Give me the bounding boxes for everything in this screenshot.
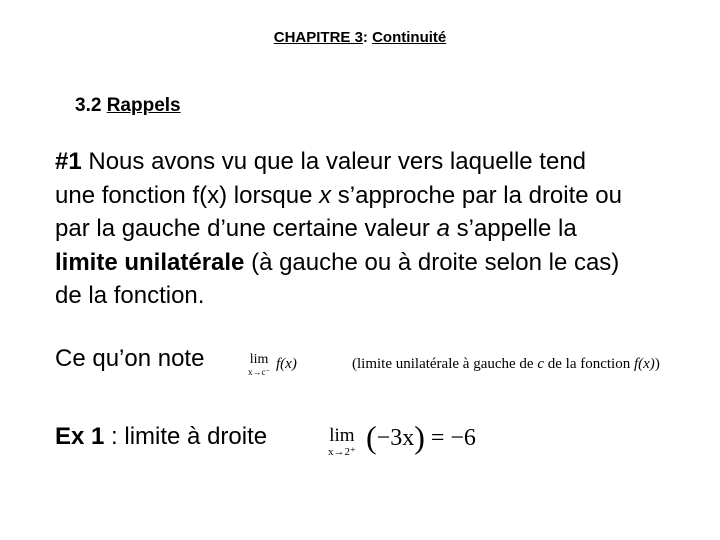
para-text-5: de la fonction. [55, 282, 205, 309]
para-text-2: une fonction f(x) lorsque [55, 181, 320, 209]
var-a: a [436, 215, 450, 242]
para-text-4: (à gauche ou à droite selon le cas) [244, 248, 620, 276]
bold-term: limite unilatérale [55, 248, 245, 276]
para-line-5 [55, 279, 720, 313]
chapter-topic: Continuité [372, 29, 447, 46]
lim-subscript: x→c⁻ [248, 367, 271, 377]
limit-result: = −6 [424, 425, 476, 451]
desc-var-c: c [537, 356, 544, 372]
para-text-2b: s’approche par la droite ou [331, 181, 622, 209]
desc-text-1: (limite unilatérale à gauche de [352, 356, 538, 372]
lim-subscript-2: x→2⁺ [328, 446, 356, 458]
chapter-separator: : [362, 29, 373, 46]
open-paren: ( [366, 419, 377, 455]
chapter-header [0, 29, 720, 46]
desc-text-3: ) [654, 356, 660, 372]
para-text-3: par la gauche d’une certaine valeur [55, 215, 437, 242]
example-label [55, 423, 267, 451]
close-paren: ) [414, 419, 425, 455]
para-line-1 [55, 145, 720, 179]
desc-func: f(x) [633, 356, 655, 372]
lim-word-2: lim [329, 425, 355, 446]
limit-function: f(x) [276, 356, 297, 372]
definition-paragraph [55, 145, 720, 313]
inner-expr: −3x [376, 425, 415, 451]
para-line-2 [55, 179, 720, 213]
note-label: Ce qu’on note [55, 345, 205, 372]
limit-description [352, 356, 660, 373]
lim-word: lim [249, 352, 269, 367]
section-number: 3.2 [75, 95, 102, 116]
para-marker: #1 [55, 148, 82, 175]
para-line-3 [55, 212, 720, 246]
section-title: Rappels [106, 95, 181, 116]
chapter-number: CHAPITRE 3 [273, 29, 363, 46]
left-limit-formula [248, 353, 270, 377]
para-line-4 [55, 246, 720, 280]
desc-text-2: de la fonction [544, 356, 634, 372]
para-text-1: Nous avons vu que la valeur vers laquelle tend [81, 148, 587, 175]
section-heading [75, 95, 181, 117]
right-limit-formula [328, 426, 356, 458]
var-x: x [319, 181, 332, 209]
example-rest: : limite à droite [104, 423, 268, 450]
example-bold: Ex 1 [55, 423, 105, 450]
limit-expression [366, 419, 476, 456]
para-text-3b: s’appelle la [449, 215, 577, 242]
